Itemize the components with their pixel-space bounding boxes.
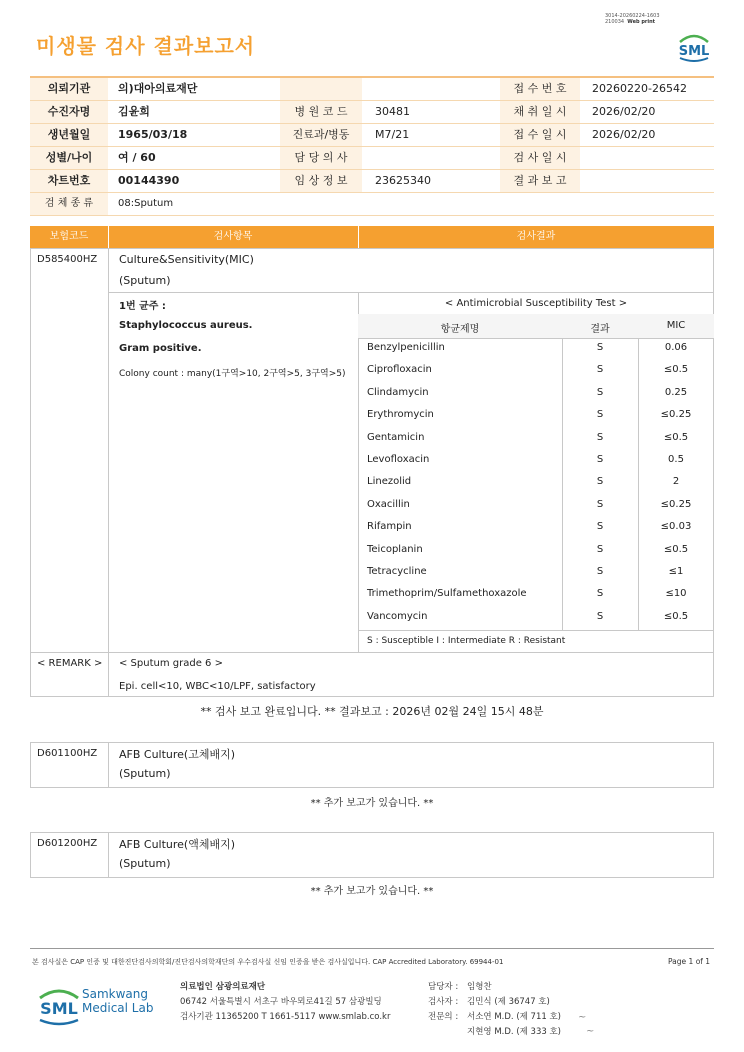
info-row: 생년월일 1965/03/18 진료과/병동 M7/21 접 수 일 시 2026/02/20: [30, 124, 714, 147]
logo-text: Samkwang Medical Lab: [82, 987, 154, 1015]
staff-role: 검사자 :: [428, 997, 459, 1007]
svg-text:SML: SML: [678, 44, 710, 59]
ast-result: S: [596, 566, 604, 577]
ast-mic: ≤1: [668, 566, 684, 577]
report-status: ** 추가 보고가 있습니다. **: [310, 886, 434, 897]
remark-label: < REMARK >: [37, 658, 103, 669]
ast-drug: Oxacillin: [367, 498, 410, 510]
ast-drug: Tetracycline: [367, 566, 427, 577]
test-code: D601100HZ: [37, 748, 98, 759]
staff-name: 지현영 M.D. (제 333 호): [467, 1027, 562, 1037]
info-row: 검 체 종 류 08:Sputum: [30, 193, 714, 216]
ast-mic: ≤0.5: [663, 543, 689, 555]
ast-result: S: [596, 431, 604, 443]
ast-result: S: [596, 543, 604, 555]
ast-mic: 0.25: [664, 386, 688, 398]
print-info: 3014-20260224-1603 210034 Web print: [605, 13, 660, 25]
staff-name: 서소연 M.D. (제 711 호): [467, 1012, 562, 1022]
ast-result: S: [596, 610, 604, 622]
sml-logo-icon: [36, 982, 82, 1026]
colony-count: Colony count : many(1구역>10, 2구역>5, 3구역>5): [119, 369, 346, 379]
report-status: ** 검사 보고 완료입니다. ** 결과보고 : 2026년 02월 24일 15시 48분: [200, 705, 544, 718]
test-specimen: (Sputum): [119, 767, 171, 780]
ast-title: < Antimicrobial Susceptibility Test >: [444, 298, 628, 309]
info-row: 차트번호 00144390 임 상 정 보 23625340 결 과 보 고: [30, 170, 714, 193]
ast-drug: Teicoplanin: [367, 543, 423, 555]
ast-result: S: [596, 409, 604, 421]
ast-mic: 0.06: [664, 342, 688, 353]
test-specimen: (Sputum): [119, 857, 171, 870]
result-table-header: 보험코드 검사항목 검사결과: [30, 226, 714, 248]
organism-name: Staphylococcus aureus.: [119, 320, 253, 331]
test-specimen: (Sputum): [119, 274, 171, 287]
patient-info-table: [30, 76, 714, 209]
ast-drug: Benzylpenicillin: [367, 342, 445, 353]
organism-label: 1번 균주 :: [119, 301, 166, 312]
ast-col-drug: 항균제명: [440, 324, 480, 335]
remark-line: < Sputum grade 6 >: [119, 658, 223, 669]
ast-drug: Vancomycin: [367, 610, 428, 622]
ast-result: S: [596, 342, 604, 353]
ast-legend: S : Susceptible I : Intermediate R : Resistant: [367, 636, 566, 646]
ast-result: S: [596, 521, 604, 533]
report-title: 미생물 검사 결과보고서: [36, 34, 256, 58]
test-name: Culture&Sensitivity(MIC): [119, 253, 254, 266]
ast-result: S: [596, 498, 604, 510]
ast-col-result: 결과: [590, 324, 610, 335]
sml-logo-icon: [676, 28, 712, 62]
report-status: ** 추가 보고가 있습니다. **: [310, 798, 434, 809]
staff-name: 김민식 (제 36747 호): [467, 997, 550, 1007]
staff-name: 임형찬: [467, 982, 492, 992]
ast-col-mic: MIC: [666, 320, 686, 331]
ast-result: S: [596, 454, 604, 465]
ast-drug: Linezolid: [367, 476, 412, 488]
ast-drug: Clindamycin: [367, 386, 429, 398]
ast-result: S: [596, 364, 604, 376]
ast-drug: Levofloxacin: [367, 454, 430, 465]
ast-mic: ≤0.25: [660, 498, 692, 510]
ast-drug: Erythromycin: [367, 409, 434, 421]
ast-result: S: [596, 588, 604, 600]
gram-stain: Gram positive.: [119, 343, 202, 354]
ast-drug: Trimethoprim/Sulfamethoxazole: [367, 588, 527, 600]
ast-drug: Rifampin: [367, 521, 412, 533]
test-name: AFB Culture(액체배지): [119, 838, 236, 851]
ast-drug: Ciprofloxacin: [367, 364, 432, 376]
page-number: Page 1 of 1: [668, 957, 711, 966]
svg-text:SML: SML: [40, 999, 78, 1018]
info-row: 성별/나이 여 / 60 담 당 의 사 검 사 일 시: [30, 147, 714, 170]
ast-result: S: [596, 386, 604, 398]
ast-mic: ≤0.5: [663, 610, 689, 622]
ast-mic: ≤0.5: [663, 364, 689, 376]
info-row: 의뢰기관 의)대아의료재단 접 수 번 호 20260220-26542: [30, 78, 714, 101]
remark-line: Epi. cell<10, WBC<10/LPF, satisfactory: [119, 681, 316, 692]
ast-mic: ≤10: [665, 588, 687, 600]
info-row: 수진자명 김윤희 병 원 코 드 30481 채 취 일 시 2026/02/20: [30, 101, 714, 124]
signature-mark: ~: [586, 1026, 595, 1037]
ast-result: S: [596, 476, 604, 488]
org-name: 의료법인 삼광의료재단: [180, 982, 266, 992]
staff-role: 전문의 :: [428, 1012, 459, 1022]
ast-mic: ≤0.25: [660, 409, 692, 421]
test-code: D601200HZ: [37, 838, 98, 849]
test-name: AFB Culture(고체배지): [119, 748, 236, 761]
signature-mark: ~: [578, 1012, 587, 1023]
org-address: 06742 서울특별시 서초구 바우뫼로41길 57 삼광빌딩: [180, 997, 382, 1007]
cert-statement: 본 검사실은 CAP 인증 및 대한진단검사의학회/진단검사의학재단의 우수검사실 신임 인증을 받은 검사실입니다. CAP Accredited Laboratory. 69944-01: [32, 958, 504, 966]
ast-drug: Gentamicin: [367, 431, 425, 443]
org-contact: 검사기관 11365200 T 1661-5117 www.smlab.co.kr: [180, 1012, 391, 1022]
ast-mic: 0.5: [668, 454, 684, 465]
ast-mic: ≤0.5: [663, 431, 689, 443]
staff-role: 담당자 :: [428, 982, 459, 992]
ast-mic: ≤0.03: [660, 521, 692, 533]
ast-mic: 2: [672, 476, 680, 488]
test-code: D585400HZ: [37, 254, 98, 265]
